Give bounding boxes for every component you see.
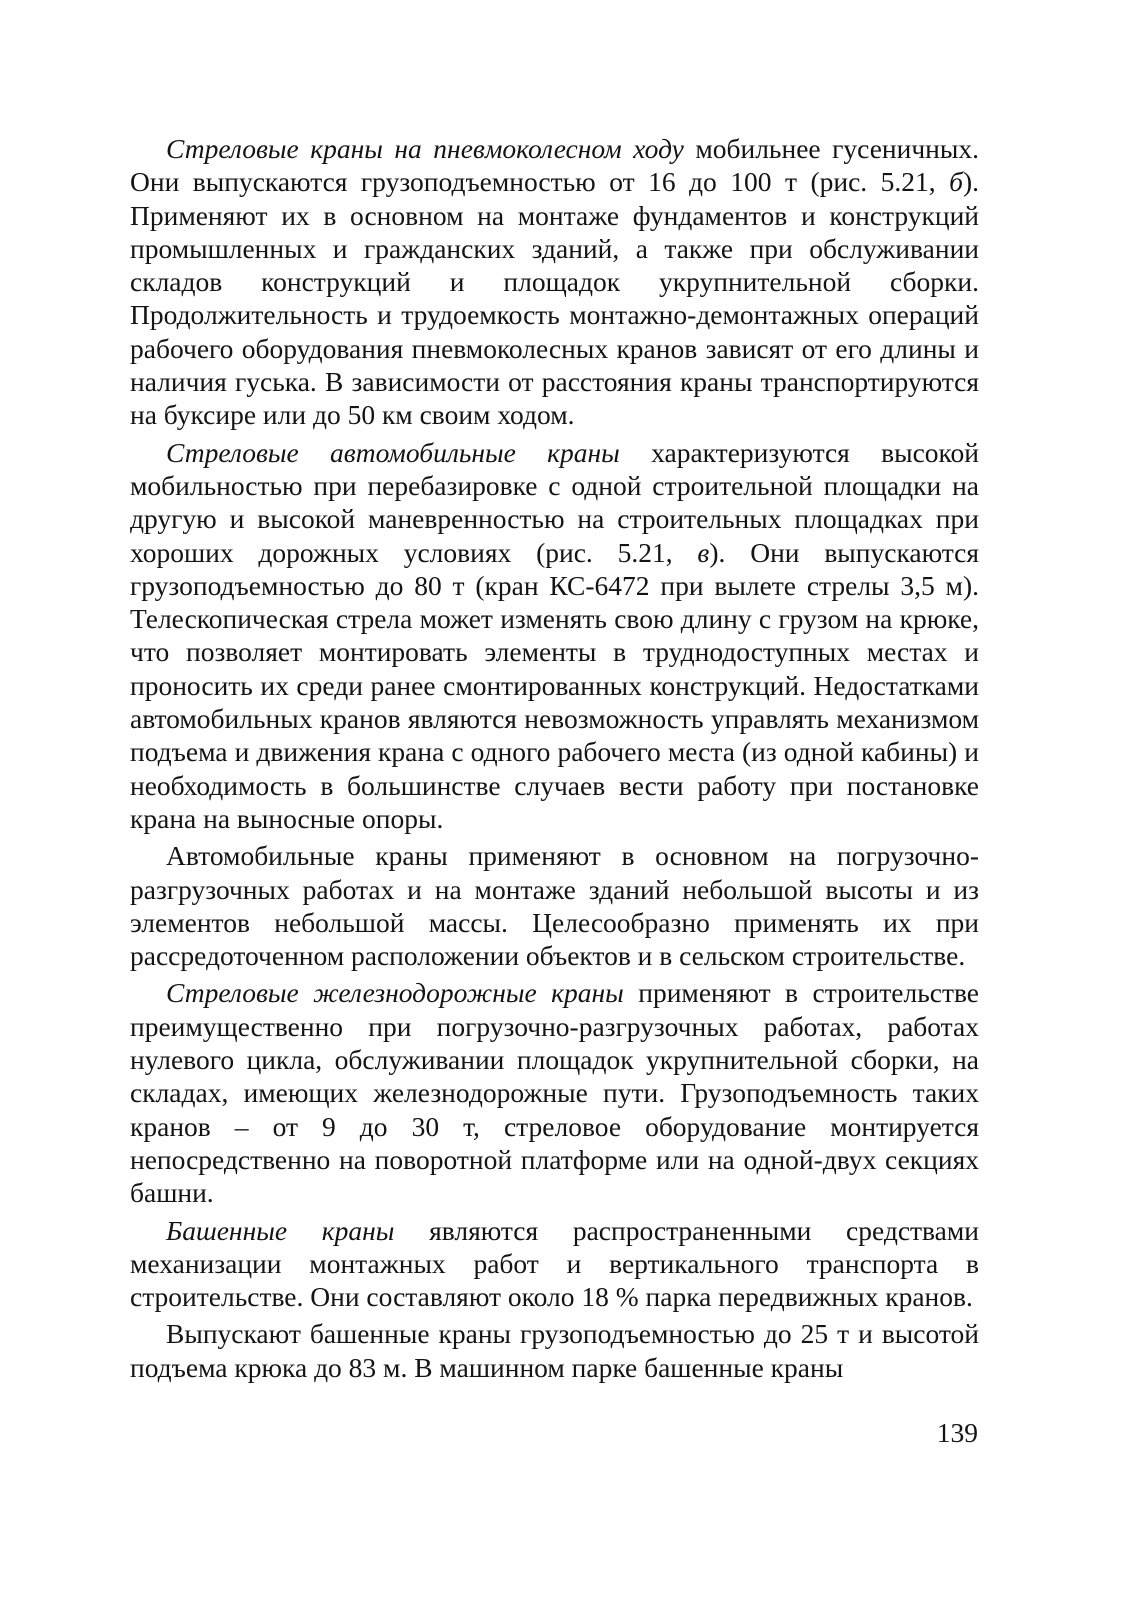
- paragraph-text: Автомобильные краны применяют в основном на погрузочно-разгрузочных работах и на монтаже зданий небольшой высоты и из элементов небольшой массы. Целесообразно применять их при рассредоточенном расположении объектов и в сельском строительстве.: [130, 840, 979, 972]
- paragraph-text: являются распространенными средствами механизации монтажных работ и вертикального транспорта в строительстве. Они составляют около 18 % парка передвижных кранов.: [130, 1214, 980, 1313]
- paragraph-pneumatic-cranes: [130, 132, 979, 432]
- figure-letter: б: [949, 166, 963, 198]
- paragraph-text: применяют в строительстве преимущественно при погрузочно-разгрузочных работах, работах нулевого цикла, обслуживании площадок укрупнительной сборки, на складах, имеющих железнодорожные пути. Грузоподъемность таких кранов – от 9 до 30 т, стреловое оборудование монтируется непосредственно на поворотной платформе или на одной-двух секциях башни.: [130, 977, 980, 1209]
- term-tower-cranes: Башенные краны: [166, 1214, 395, 1246]
- term-truck-cranes: Стреловые автомобильные краны: [166, 436, 620, 468]
- paragraph-tower-cranes: [130, 1214, 979, 1314]
- page-number: 139: [936, 1417, 978, 1448]
- paragraph-text: мобильнее гусеничных. Они выпускаются грузоподъемностью от 16 до 100 т (рис. 5.21,: [130, 133, 979, 198]
- term-railway-cranes: Стреловые железнодорожные краны: [166, 977, 624, 1009]
- paragraph-text: характеризуются высокой мобильностью при перебазировке с одной строительной площадки на другую и высокой маневренностью на строительных площадках при хороших дорожных условиях (рис. 5.21,: [130, 436, 979, 568]
- paragraph-text-continued: ). Они выпускаются грузоподъемностью до 80 т (кран КС-6472 при вылете стрелы 3,5 м). Телескопическая стрела может изменять свою длину с грузом на крюке, что позволяет монтировать элементы в труднодоступных местах и проносить их среди ранее смонтированных конструкций. Недостатками автомобильных кранов являются невозможность управлять механизмом подъема и движения крана с одного рабочего места (из одной кабины) и необходимость в большинстве случаев вести работу при постановке крана на выносные опоры.: [130, 536, 979, 834]
- document-body: [130, 132, 979, 1384]
- paragraph-truck-cranes-usage: [130, 839, 979, 972]
- term-pneumatic-cranes: Стреловые краны на пневмоколесном ходу: [166, 133, 684, 164]
- paragraph-truck-cranes: [130, 436, 979, 836]
- paragraph-railway-cranes: [130, 976, 979, 1209]
- paragraph-text: Выпускают башенные краны грузоподъемностью до 25 т и высотой подъема крюка до 83 м. В машинном парке башенные краны: [130, 1318, 979, 1383]
- figure-letter: в: [697, 536, 710, 568]
- paragraph-text-continued: ). Применяют их в основном на монтаже фундаментов и конструкций промышленных и гражданских зданий, а также при обслуживании складов конструкций и площадок укрупнительной сборки. Продолжительность и трудоемкость монтажно-демонтажных операций рабочего оборудования пневмоколесных кранов зависят от его длины и наличия гуська. В зависимости от расстояния краны транспортируются на буксире или до 50 км своим ходом.: [130, 166, 979, 431]
- paragraph-tower-cranes-capacity: [130, 1317, 979, 1384]
